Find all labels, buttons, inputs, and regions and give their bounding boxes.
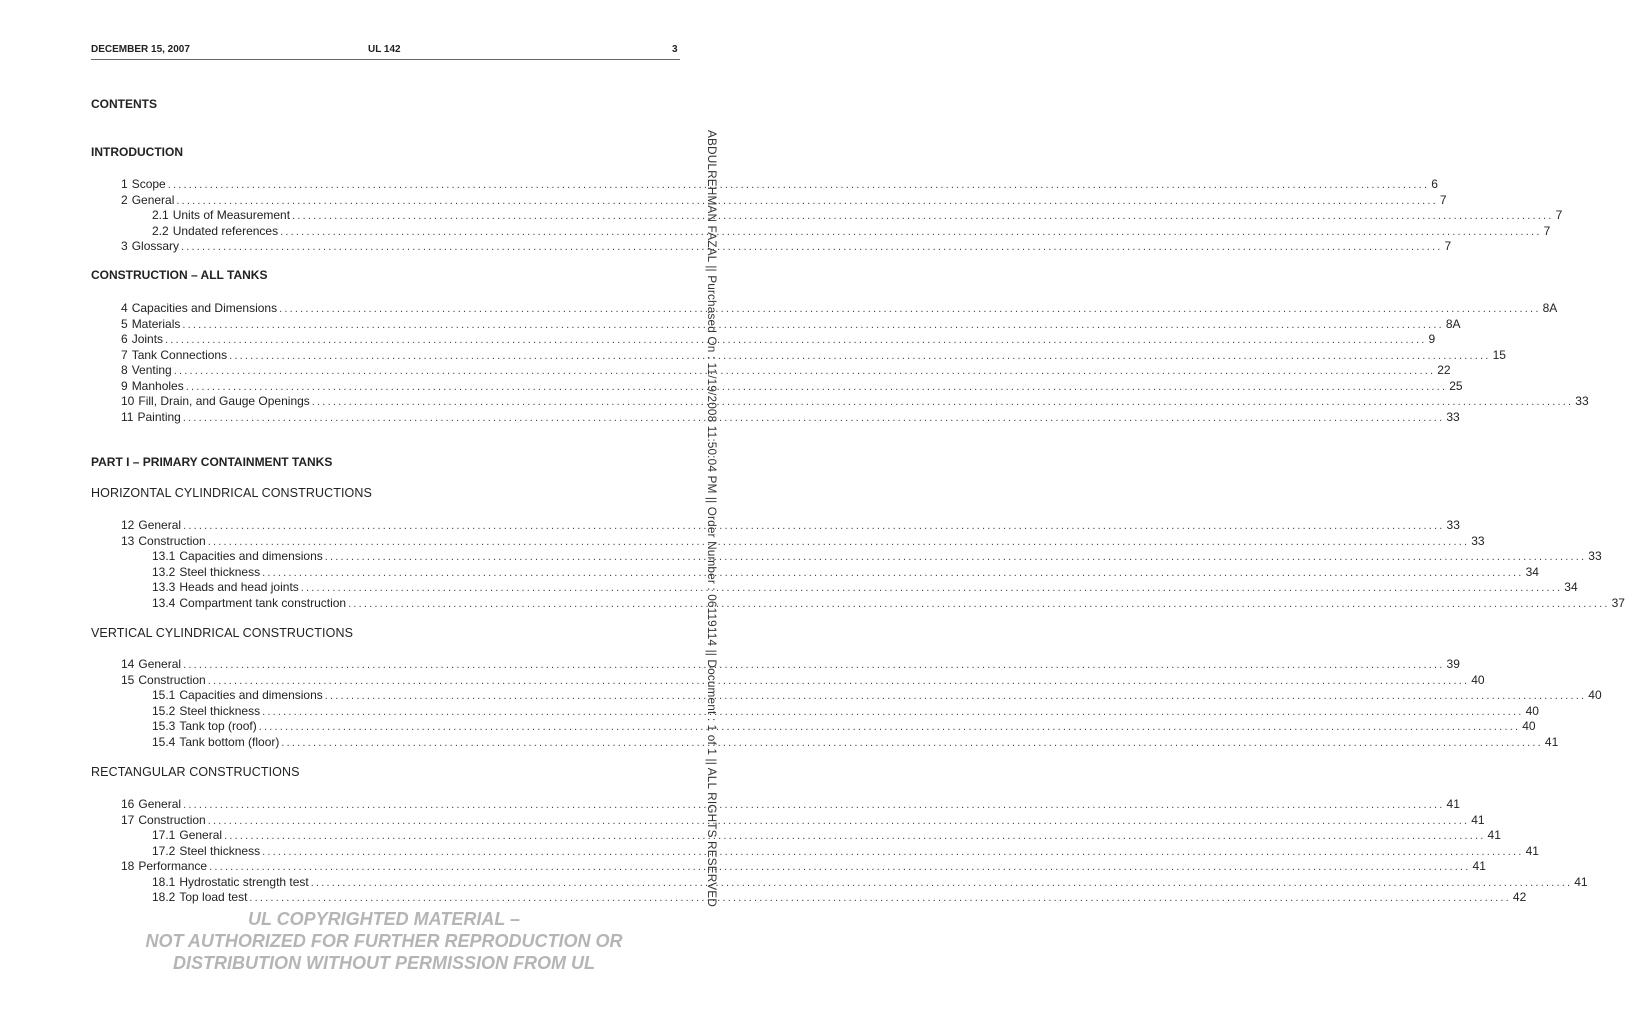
toc-entry-page: 33 [1471,533,1485,548]
toc-entry-page: 37 [1611,595,1625,610]
toc-entry[interactable] [121,362,1451,378]
toc-entry-number: 17.1 [152,828,176,842]
toc-dot-leader: ................................................................................................................................................................................................................................................ [310,876,1573,889]
toc-dot-leader: ................................................................................................................................................................................................................................................ [229,349,1491,362]
toc-entry[interactable] [152,734,1559,750]
toc-entry-title: Scope [131,177,166,191]
toc-entry[interactable] [121,176,1438,192]
toc-dot-leader: ................................................................................................................................................................................................................................................ [207,674,1470,687]
toc-dot-leader: ................................................................................................................................................................................................................................................ [185,380,1448,393]
purchase-side-note-text: ABDULREHMAN FAZAL || Purchased On : 11/19/2008 11:50:04 PM || Order Number : 06119114 || Document : 1 of 1 || ALL RIGHTS RESERVED [705,130,719,907]
toc-entry-number: 1 [121,177,128,191]
toc-entry-title: General [179,828,223,842]
toc-entry-number: 16 [121,797,135,811]
toc-entry-number: 10 [121,394,135,408]
toc-entry-page: 9 [1428,332,1436,346]
toc-entry-number: 13.1 [152,549,176,563]
toc-entry-title: Capacities and dimensions [179,688,323,702]
toc-entry-page: 41 [1574,874,1588,889]
toc-entry-title: Steel thickness [179,703,261,718]
toc-entry-number: 15 [121,672,135,687]
toc-entry-number: 15.2 [152,703,176,718]
toc-entry-number: 18.2 [152,890,176,904]
toc-entry-number: 4 [121,301,128,315]
toc-entry-number: 17.2 [152,843,176,858]
toc-entry-page: 7 [1543,223,1551,238]
toc-entry[interactable] [152,564,1539,580]
toc-entry-title: General [138,657,182,671]
toc-entry-page: 15 [1492,347,1506,362]
toc-entry-title: Construction [138,812,206,827]
toc-entry[interactable] [121,378,1463,394]
toc-entry-page: 34 [1525,564,1539,579]
toc-entry-page: 7 [1444,239,1452,253]
subsection-horizontal: HORIZONTAL CYLINDRICAL CONSTRUCTIONS [91,486,372,500]
toc-entry-title: Undated references [172,223,279,238]
toc-entry-title: Units of Measurement [172,208,291,222]
toc-dot-leader: ................................................................................................................................................................................................................................................ [292,210,1554,222]
toc-entry-title: Tank top (roof) [179,719,257,733]
toc-entry[interactable] [121,300,1558,316]
header-doc-number: UL 142 [368,44,401,55]
toc-entry-title: Construction [138,533,206,548]
toc-dot-leader: ................................................................................................................................................................................................................................................ [183,659,1445,671]
toc-dot-leader: ................................................................................................................................................................................................................................................ [324,551,1587,563]
toc-dot-leader: ................................................................................................................................................................................................................................................ [311,396,1574,408]
toc-entry-title: Steel thickness [179,564,261,579]
toc-dot-leader: ................................................................................................................................................................................................................................................ [262,705,1524,718]
toc-entry-number: 7 [121,347,128,362]
toc-entry-page: 8A [1445,316,1461,331]
toc-entry-page: 33 [1575,394,1589,408]
toc-entry-page: 41 [1471,812,1485,827]
toc-dot-leader: ................................................................................................................................................................................................................................................ [165,334,1427,346]
toc-entry[interactable] [121,238,1452,254]
toc-entry-number: 2 [121,192,128,207]
toc-entry-page: 40 [1525,703,1539,718]
toc-entry-title: Manholes [131,378,184,393]
toc-entry[interactable] [152,874,1588,890]
watermark-line-1: UL COPYRIGHTED MATERIAL – [247,909,521,929]
toc-entry-number: 13.2 [152,564,176,579]
toc-dot-leader: ................................................................................................................................................................................................................................................ [280,225,1542,238]
toc-entry-number: 15.4 [152,734,176,749]
toc-dot-leader: ................................................................................................................................................................................................................................................ [207,535,1470,548]
toc-entry-page: 7 [1555,208,1563,222]
toc-entry-number: 13 [121,533,135,548]
toc-entry-page: 39 [1446,657,1460,671]
toc-entry-number: 9 [121,378,128,393]
toc-entry-title: Hydrostatic strength test [179,874,309,889]
toc-dot-leader: ................................................................................................................................................................................................................................................ [281,736,1543,749]
toc-dot-leader: ................................................................................................................................................................................................................................................ [279,303,1541,315]
toc-entry-title: General [138,797,182,811]
toc-dot-leader: ................................................................................................................................................................................................................................................ [183,520,1445,532]
toc-entry-number: 11 [121,409,134,424]
toc-entry-title: General [138,518,182,532]
toc-entry-page: 40 [1588,688,1602,702]
toc-entry-title: Tank Connections [131,347,228,362]
toc-entry-number: 6 [121,332,128,346]
toc-entry-page: 7 [1439,192,1447,207]
toc-entry-title: Capacities and Dimensions [131,301,278,315]
section-part-1: PART I – PRIMARY CONTAINMENT TANKS [91,455,333,469]
watermark-line-2: NOT AUTHORIZED FOR FURTHER REPRODUCTION OR [145,931,623,951]
toc-dot-leader: ................................................................................................................................................................................................................................................ [182,318,1444,331]
toc-entry-page: 33 [1446,409,1460,424]
toc-dot-leader: ................................................................................................................................................................................................................................................ [348,597,1610,610]
contents-title: CONTENTS [91,97,157,111]
toc-dot-leader: ................................................................................................................................................................................................................................................ [176,194,1438,207]
toc-entry[interactable] [121,858,1486,874]
toc-entry-title: Heads and head joints [179,580,299,594]
toc-dot-leader: ................................................................................................................................................................................................................................................ [183,799,1445,811]
toc-entry-page: 33 [1588,549,1602,563]
toc-entry-number: 14 [121,657,135,671]
toc-entry-page: 41 [1446,797,1460,811]
toc-entry[interactable] [152,595,1625,611]
toc-entry-title: Venting [131,363,172,377]
toc-entry[interactable] [121,672,1485,688]
toc-entry-title: Glossary [131,239,180,253]
toc-entry-title: Fill, Drain, and Gauge Openings [138,394,310,408]
toc-entry[interactable] [152,703,1539,719]
toc-entry-page: 8A [1542,301,1558,315]
toc-entry-number: 18.1 [152,874,176,889]
toc-entry[interactable] [121,393,1589,409]
toc-entry[interactable] [121,347,1506,363]
subsection-vertical: VERTICAL CYLINDRICAL CONSTRUCTIONS [91,626,354,640]
toc-dot-leader: ................................................................................................................................................................................................................................................ [249,892,1511,904]
toc-entry-title: Tank bottom (floor) [179,734,280,749]
toc-entry-page: 42 [1512,890,1527,904]
toc-entry-number: 17 [121,812,135,827]
toc-dot-leader: ................................................................................................................................................................................................................................................ [173,365,1436,377]
toc-entry-page: 41 [1487,828,1501,842]
toc-entry[interactable] [152,718,1536,734]
toc-entry-number: 15.1 [152,688,176,702]
subsection-rectangular: RECTANGULAR CONSTRUCTIONS [91,765,300,779]
toc-entry-page: 40 [1522,719,1536,733]
toc-entry[interactable] [121,192,1447,208]
section-introduction: INTRODUCTION [91,145,183,159]
toc-entry[interactable] [152,827,1501,843]
toc-entry-page: 6 [1431,177,1438,191]
toc-entry-page: 41 [1525,843,1539,858]
toc-entry-number: 18 [121,859,135,873]
toc-entry-title: Capacities and dimensions [179,549,323,563]
toc-dot-leader: ................................................................................................................................................................................................................................................ [262,566,1524,579]
toc-dot-leader: ................................................................................................................................................................................................................................................ [324,690,1587,702]
toc-dot-leader: ................................................................................................................................................................................................................................................ [258,721,1521,733]
toc-entry[interactable] [152,687,1602,703]
toc-entry-number: 3 [121,239,128,253]
toc-entry-number: 2.2 [152,223,169,238]
toc-entry-title: Performance [138,859,208,873]
toc-entry-page: 34 [1564,580,1578,594]
toc-dot-leader: ................................................................................................................................................................................................................................................ [300,582,1563,594]
toc-dot-leader: ................................................................................................................................................................................................................................................ [207,814,1470,827]
toc-dot-leader: ................................................................................................................................................................................................................................................ [167,179,1430,191]
toc-dot-leader: ................................................................................................................................................................................................................................................ [262,845,1524,858]
toc-entry[interactable] [121,796,1460,812]
copyright-watermark [0,908,768,974]
toc-dot-leader: ................................................................................................................................................................................................................................................ [181,241,1443,253]
toc-entry-page: 41 [1472,859,1486,873]
toc-entry[interactable] [152,207,1563,223]
toc-entry-title: General [131,192,175,207]
watermark-line-3: DISTRIBUTION WITHOUT PERMISSION FROM UL [173,953,595,973]
section-construction-all-tanks: CONSTRUCTION – ALL TANKS [91,268,268,282]
toc-entry[interactable] [121,409,1460,425]
toc-dot-leader: ................................................................................................................................................................................................................................................ [224,830,1486,842]
toc-entry-title: Construction [138,672,206,687]
toc-entry-title: Painting [137,409,181,424]
toc-entry-number: 5 [121,316,128,331]
header-date: DECEMBER 15, 2007 [91,44,190,55]
toc-entry-number: 15.3 [152,719,176,733]
toc-entry-page: 41 [1544,734,1559,749]
toc-entry-title: Top load test [179,890,248,904]
toc-entry-number: 12 [121,518,135,532]
toc-entry-number: 13.3 [152,580,176,594]
toc-entry[interactable] [152,889,1527,905]
toc-dot-leader: ................................................................................................................................................................................................................................................ [182,411,1445,424]
toc-entry[interactable] [121,812,1485,828]
toc-dot-leader: ................................................................................................................................................................................................................................................ [209,861,1471,873]
toc-entry[interactable] [121,331,1436,347]
toc-entry-number: 8 [121,363,128,377]
toc-entry[interactable] [121,533,1485,549]
toc-entry[interactable] [152,223,1551,239]
toc-entry-title: Materials [131,316,181,331]
toc-entry-page: 22 [1437,363,1451,377]
toc-entry-page: 40 [1471,672,1485,687]
toc-entry-title: Joints [131,332,164,346]
toc-entry-page: 33 [1446,518,1460,532]
toc-entry[interactable] [121,517,1460,533]
toc-entry[interactable] [152,548,1602,564]
header-rule [91,59,680,60]
purchase-side-note [704,130,720,907]
toc-entry-title: Steel thickness [179,843,261,858]
toc-entry[interactable] [121,316,1461,332]
toc-entry-number: 2.1 [152,208,169,222]
header-page-number: 3 [672,44,678,55]
toc-entry-page: 25 [1449,378,1463,393]
toc-entry[interactable] [121,656,1460,672]
toc-entry[interactable] [152,579,1578,595]
toc-entry[interactable] [152,843,1539,859]
toc-entry-number: 13.4 [152,595,176,610]
toc-entry-title: Compartment tank construction [179,595,347,610]
